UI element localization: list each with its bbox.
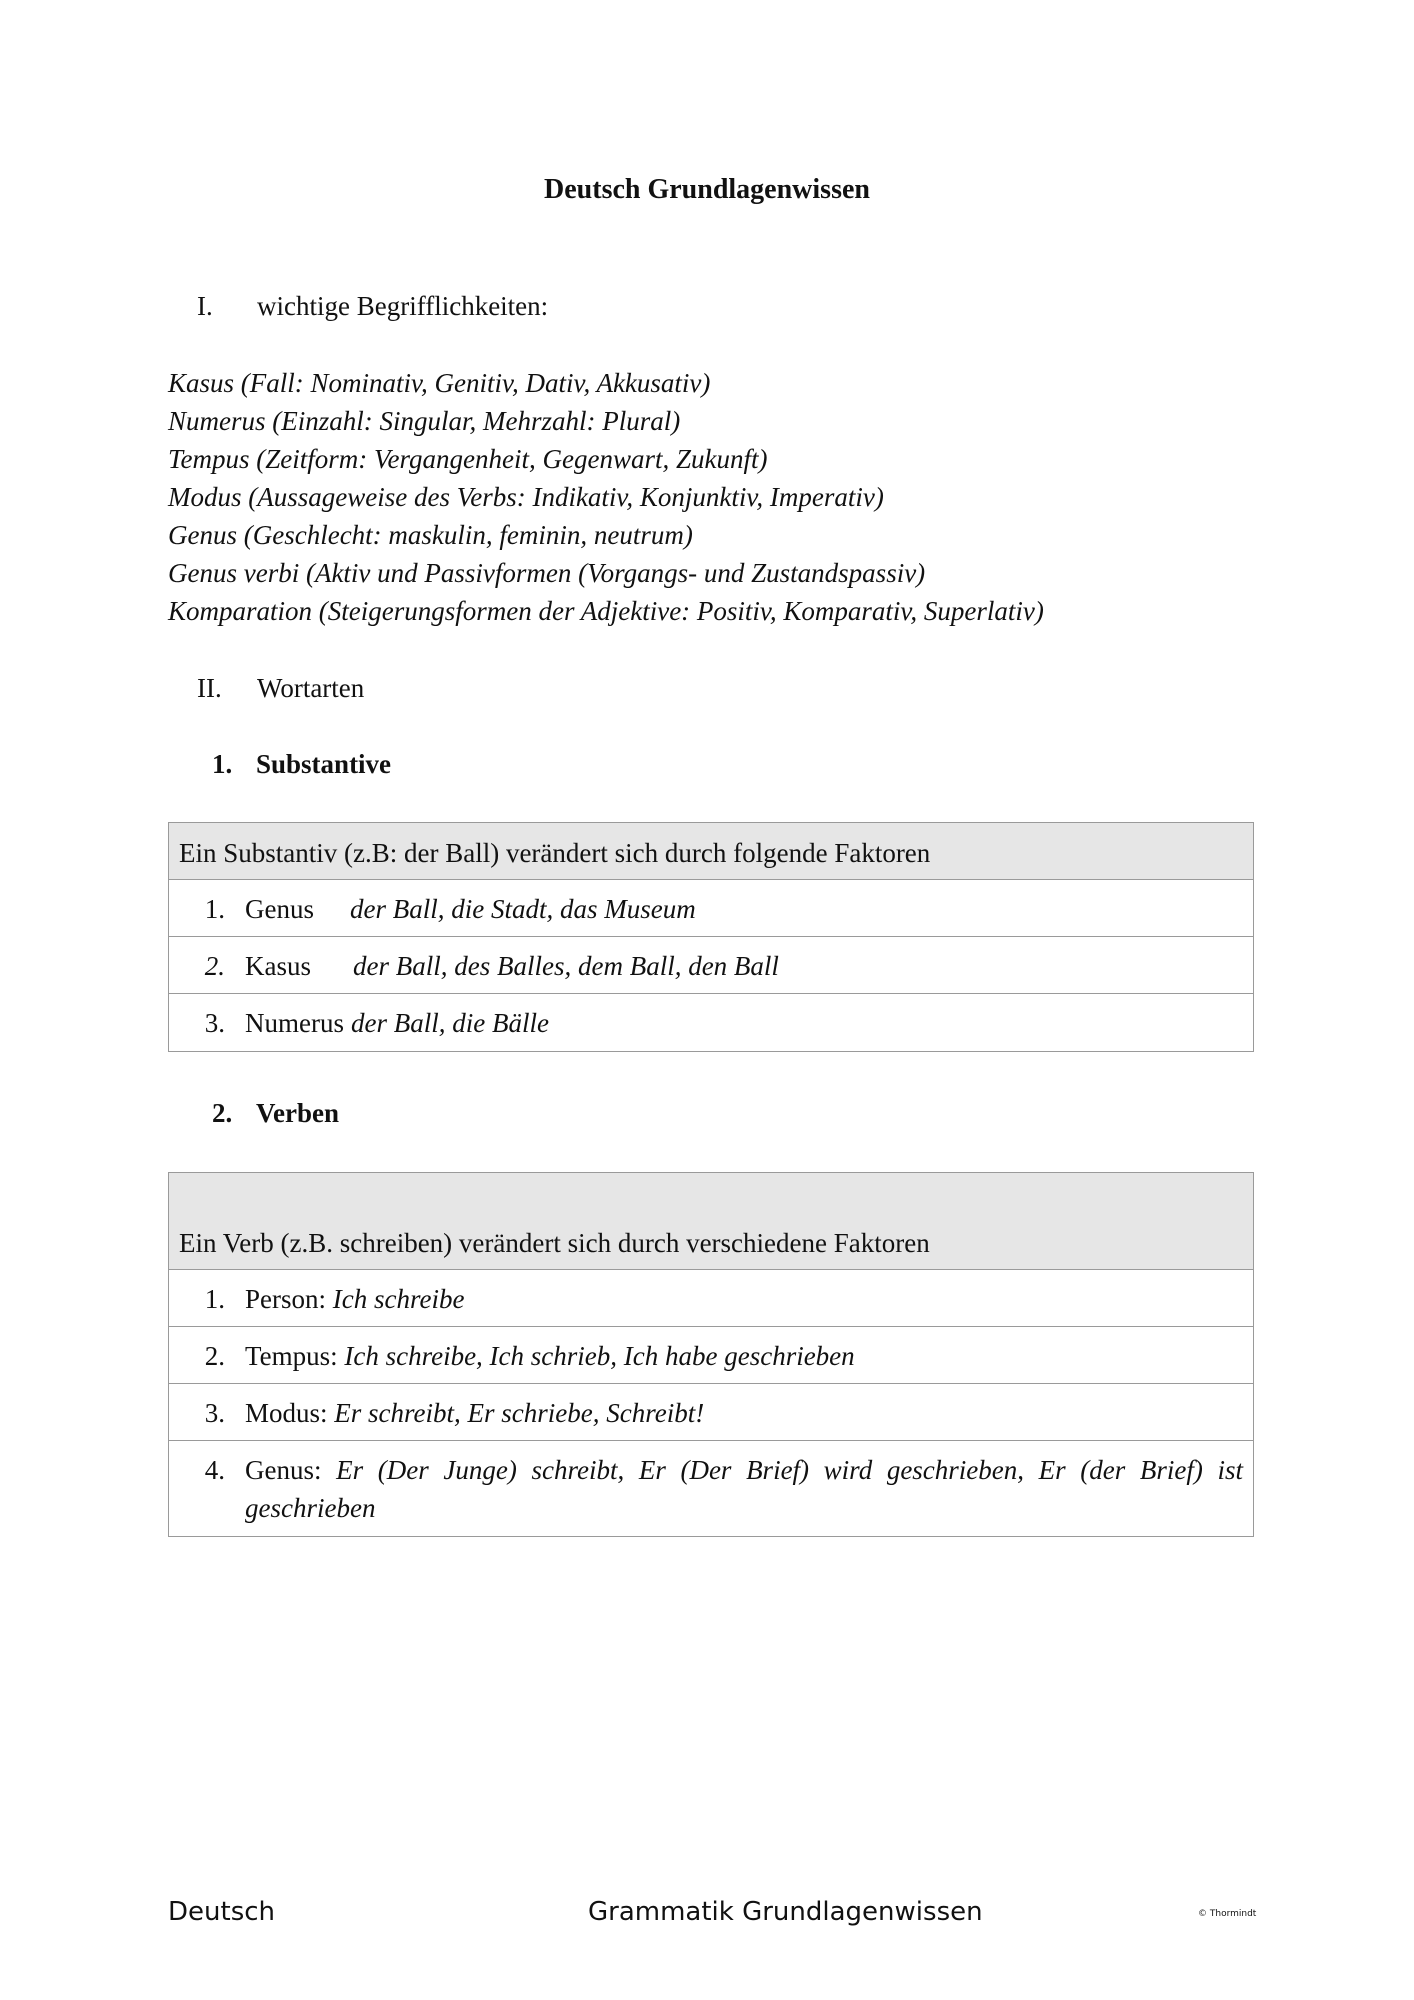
row-example: der Ball, des Balles, dem Ball, den Ball [353,951,779,981]
row-label: Kasus [245,951,311,981]
box-header-text: Ein Substantiv (z.B: der Ball) verändert sich durch folgende Faktoren [179,838,931,868]
footer-subject: Deutsch [168,1897,276,1927]
term-list [168,364,1044,630]
row-content [245,1337,1253,1375]
section-heading-begrifflichkeiten [197,288,548,324]
row-label: Numerus [245,1008,344,1038]
table-row [169,937,1253,994]
footer-copyright: © Thormindt [1198,1909,1257,1919]
term-item: Numerus (Einzahl: Singular, Mehrzahl: Plural) [168,406,681,436]
row-number: 2. [204,1341,225,1371]
sub-heading-verben [212,1095,339,1131]
table-row [169,880,1253,937]
box-header-text: Ein Verb (z.B. schreiben) verändert sich durch verschiedene Faktoren [179,1228,930,1258]
row-content [245,1004,1253,1042]
row-label: Genus: [245,1455,322,1485]
row-example: Er (Der Junge) schreibt, Er (Der Brief) wird geschrieben, Er (der Brief) ist geschrieben [245,1455,1244,1523]
sub-number: 1. [212,749,233,779]
row-example: Er schreibt, Er schriebe, Schreibt! [334,1398,705,1428]
row-example: Ich schreibe, Ich schrieb, Ich habe geschrieben [344,1341,855,1371]
section-title: wichtige Begrifflichkeiten: [257,291,549,321]
row-example: der Ball, die Stadt, das Museum [350,894,696,924]
row-number: 2. [204,951,225,981]
row-content [245,1280,1253,1318]
row-number: 4. [204,1455,225,1485]
footer-title: Grammatik Grundlagenwissen [588,1897,983,1927]
row-label: Person: [245,1284,326,1314]
verb-box [168,1172,1254,1537]
row-example: Ich schreibe [332,1284,465,1314]
term-item: Genus (Geschlecht: maskulin, feminin, neutrum) [168,520,693,550]
row-number: 3. [204,1398,225,1428]
row-content [245,890,1253,928]
sub-heading-substantive [212,746,391,782]
row-content [245,947,1253,985]
sub-title: Substantive [256,749,392,779]
term-item: Tempus (Zeitform: Vergangenheit, Gegenwart, Zukunft) [168,444,768,474]
section-number: I. [197,291,213,321]
row-label: Modus: [245,1398,328,1428]
table-row [169,1327,1253,1384]
term-item: Kasus (Fall: Nominativ, Genitiv, Dativ, Akkusativ) [168,368,711,398]
row-label: Genus [245,894,314,924]
term-item: Komparation (Steigerungsformen der Adjektive: Positiv, Komparativ, Superlativ) [168,596,1044,626]
substantiv-box [168,822,1254,1052]
box-header [169,1173,1253,1270]
sub-title: Verben [256,1098,340,1128]
row-number: 1. [204,894,225,924]
term-item: Genus verbi (Aktiv und Passivformen (Vorgangs- und Zustandspassiv) [168,558,926,588]
row-number: 3. [204,1008,225,1038]
table-row [169,1384,1253,1441]
section-title: Wortarten [257,673,365,703]
table-row [169,1270,1253,1327]
sub-number: 2. [212,1098,233,1128]
row-content [245,1394,1253,1432]
row-label: Tempus: [245,1341,338,1371]
table-row [169,994,1253,1051]
page-title: Deutsch Grundlagenwissen [544,174,870,205]
section-number: II. [197,673,222,703]
term-item: Modus (Aussageweise des Verbs: Indikativ, Konjunktiv, Imperativ) [168,482,884,512]
row-example: der Ball, die Bälle [350,1008,549,1038]
box-header [169,823,1253,880]
section-heading-wortarten [197,670,364,706]
row-number: 1. [204,1284,225,1314]
table-row [169,1441,1253,1536]
row-content [245,1451,1253,1527]
